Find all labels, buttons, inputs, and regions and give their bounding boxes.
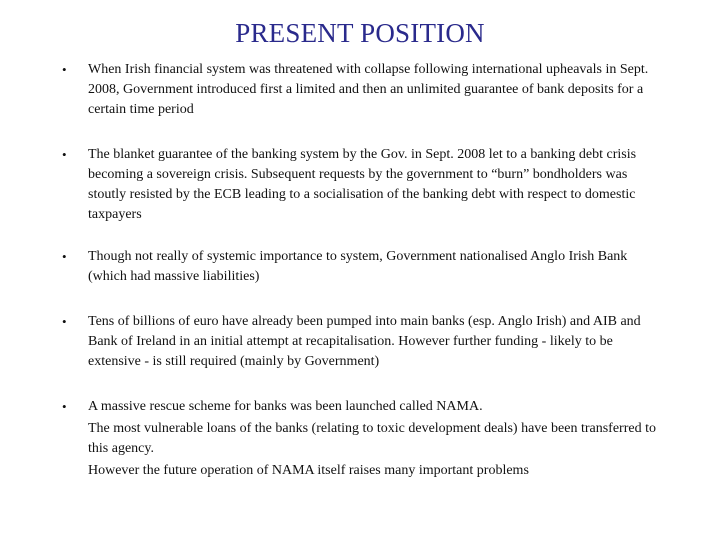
bullet-dot-icon: • <box>62 399 67 414</box>
bullet-paragraph: The blanket guarantee of the banking system by the Gov. in Sept. 2008 let to a banking debt crisis becoming a sovereign crisis. Subsequent requests by the government to “burn” bondholders was stoutly resisted by the ECB leading to a socialisation of the banking debt with respect to domestic taxpayers <box>88 147 637 222</box>
bullet-dot-icon: • <box>62 314 67 329</box>
bullet-text <box>88 247 663 287</box>
bullet-paragraph: Though not really of systemic importance to system, Government nationalised Anglo Irish Bank (which had massive liabilities) <box>88 249 628 284</box>
bullet-text <box>88 397 663 481</box>
bullet-dot-icon: • <box>62 147 67 162</box>
bullet-paragraph: A massive rescue scheme for banks was been launched called NAMA. <box>88 399 483 414</box>
bullet-paragraph: Tens of billions of euro have already been pumped into main banks (esp. Anglo Irish) and AIB and Bank of Ireland in an initial attempt at recapitalisation. However further funding - likely to be extensive - is still required (mainly by Government) <box>88 314 641 369</box>
bullet-paragraph: When Irish financial system was threatened with collapse following international upheavals in Sept. 2008, Government introduced first a limited and then an unlimited guarantee of bank deposits for a certain time period <box>88 62 649 117</box>
bullet-dot-icon: • <box>62 62 67 77</box>
bullet-paragraph: The most vulnerable loans of the banks (relating to toxic development deals) have been transferred to this agency. <box>88 421 656 456</box>
bullet-text <box>88 60 663 120</box>
bullet-text <box>88 145 663 225</box>
bullet-dot-icon: • <box>62 249 67 264</box>
bullet-paragraph: However the future operation of NAMA itself raises many important problems <box>88 463 529 478</box>
bullet-text <box>88 312 663 372</box>
slide-title: PRESENT POSITION <box>235 18 485 48</box>
